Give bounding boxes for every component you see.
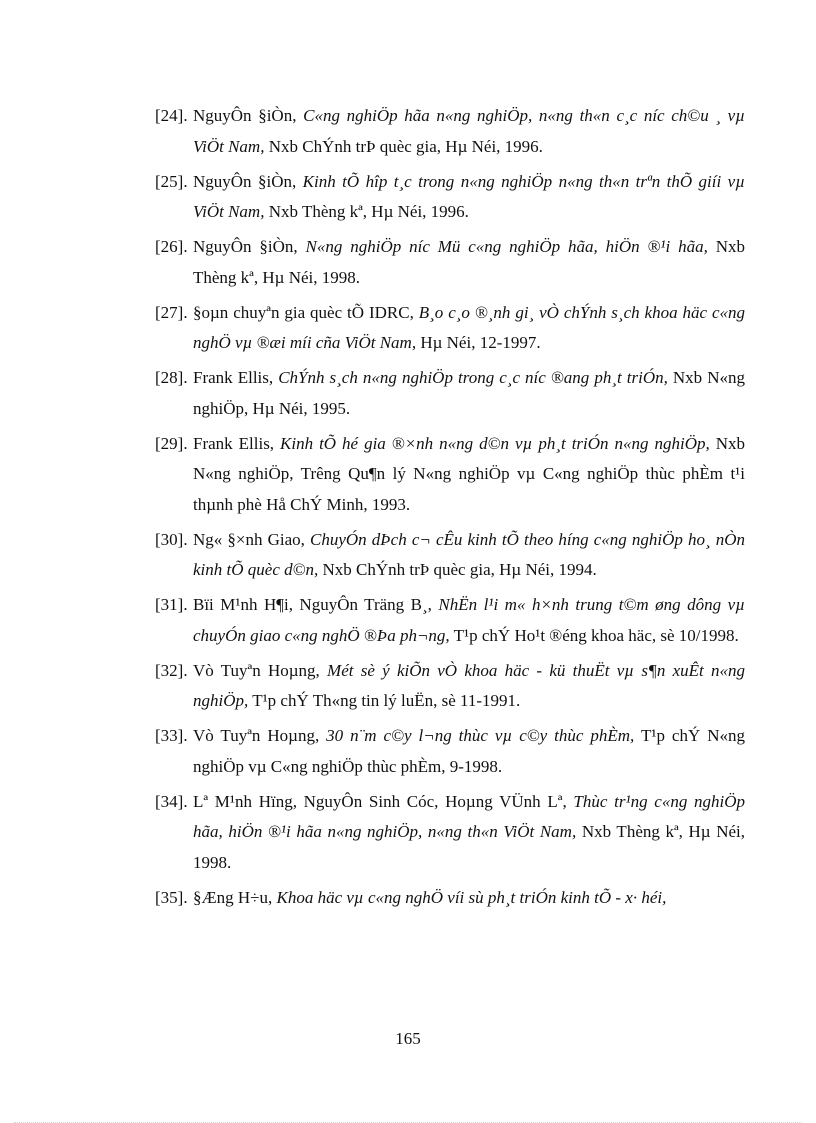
reference-author: §Æng H÷u, [193, 887, 273, 907]
reference-author: Frank Ellis, [193, 368, 274, 387]
reference-item [155, 525, 745, 586]
reference-author: Ng« §×nh Giao, [193, 529, 305, 549]
reference-number: [32]. [155, 660, 188, 680]
reference-title: Kinh tÕ hé gia ®×nh n«ng d©n vµ ph¸t triÓn n«ng nghiÖp, [280, 433, 710, 453]
reference-publisher: T¹p chÝ Ho¹t ®éng khoa häc, sè 10/1998. [453, 625, 739, 645]
reference-number: [33]. [155, 726, 188, 745]
reference-item [155, 721, 745, 782]
reference-number: [24]. [155, 106, 188, 125]
reference-title: N«ng nghiÖp níc Mü c«ng nghiÖp hãa, hiÖn ®¹i hãa, [305, 237, 708, 256]
reference-list [155, 101, 745, 918]
reference-title: Kinh tÕ hîp t¸c trong n«ng nghiÖp n«ng th«n trªn thÕ giíi vµ ViÖt Nam, [193, 171, 745, 221]
reference-item [155, 363, 745, 424]
reference-item [155, 167, 745, 228]
reference-item [155, 656, 745, 717]
reference-author: Lª M¹nh Hïng, NguyÔn Sinh Cóc, Hoµng VÜnh Lª, [193, 791, 567, 811]
reference-title: Khoa häc vµ c«ng nghÖ víi sù ph¸t triÓn kinh tÕ - x· héi, [276, 887, 667, 907]
reference-number: [30]. [155, 529, 188, 549]
reference-item [155, 101, 745, 162]
reference-number: [34]. [155, 791, 188, 811]
reference-title: Mét sè ý kiÕn vÒ khoa häc - kü thuËt vµ s¶n xuÊt n«ng nghiÖp, [193, 660, 745, 710]
reference-number: [28]. [155, 368, 188, 387]
reference-title: ChuyÓn dÞch c¬ cÊu kinh tÕ theo híng c«ng nghiÖp ho¸ nÒn kinh tÕ quèc d©n, [193, 529, 746, 579]
reference-author: NguyÔn §iÒn, [193, 237, 298, 256]
reference-author: Vò Tuyªn Hoµng, [193, 660, 320, 680]
reference-publisher: T¹p chÝ Th«ng tin lý luËn, sè 11-1991. [252, 691, 521, 710]
reference-number: [29]. [155, 433, 188, 453]
reference-title: B¸o c¸o ®¸nh gi¸ vÒ chÝnh s¸ch khoa häc c«ng nghÖ vµ ®æi míi cña ViÖt Nam, [193, 302, 746, 352]
reference-publisher: Nxb ChÝnh trÞ quèc gia, Hµ Néi, 1994. [322, 560, 597, 579]
reference-title: C«ng nghiÖp hãa n«ng nghiÖp, n«ng th«n c¸c níc ch©u ¸ vµ ViÖt Nam, [193, 106, 746, 156]
reference-number: [35]. [155, 887, 188, 907]
reference-publisher: Nxb Thèng kª, Hµ Néi, 1996. [268, 202, 469, 221]
reference-publisher: Hµ Néi, 12-1997. [420, 333, 541, 352]
reference-item [155, 787, 745, 879]
reference-item [155, 298, 745, 359]
reference-author: Frank Ellis, [193, 433, 275, 453]
reference-item [155, 883, 745, 914]
reference-author: NguyÔn §iÒn, [193, 106, 297, 125]
reference-item [155, 232, 745, 293]
reference-publisher: Nxb Thèng kª, Hµ Néi, 1998. [193, 822, 746, 872]
reference-publisher: Nxb N«ng nghiÖp, Trêng Qu¶n lý N«ng nghiÖp vµ C«ng nghiÖp thùc phÈm t¹i thµnh phè Hå ChÝ Minh, 1993. [193, 433, 746, 514]
reference-author: NguyÔn §iÒn, [193, 171, 297, 191]
page-number: 165 [395, 1029, 421, 1048]
reference-item [155, 429, 745, 521]
reference-author: Vò Tuyªn Hoµng, [193, 726, 320, 745]
reference-item [155, 590, 745, 651]
reference-title: ChÝnh s¸ch n«ng nghiÖp trong c¸c níc ®ang ph¸t triÓn, [278, 368, 668, 387]
reference-number: [31]. [155, 595, 188, 614]
reference-publisher: Nxb N«ng nghiÖp, Hµ Néi, 1995. [193, 368, 745, 418]
reference-number: [27]. [155, 302, 188, 322]
reference-number: [26]. [155, 237, 188, 256]
reference-title: NhËn l¹i m« h×nh trung t©m øng dông vµ chuyÓn giao c«ng nghÖ ®Þa ph¬ng, [193, 595, 745, 645]
reference-title: Thùc tr¹ng c«ng nghiÖp hãa, hiÖn ®¹i hãa n«ng nghiÖp, n«ng th«n ViÖt Nam, [193, 791, 746, 841]
reference-publisher: T¹p chÝ N«ng nghiÖp vµ C«ng nghiÖp thùc phÈm, 9-1998. [193, 726, 745, 776]
reference-title: 30 n¨m c©y l¬ng thùc vµ c©y thùc phÈm, [326, 726, 635, 745]
reference-number: [25]. [155, 171, 188, 191]
reference-publisher: Nxb ChÝnh trÞ quèc gia, Hµ Néi, 1996. [268, 136, 543, 156]
reference-publisher: Nxb Thèng kª, Hµ Néi, 1998. [193, 237, 746, 287]
reference-author: Bïi M¹nh H¶i, NguyÔn Träng B¸, [193, 595, 432, 614]
reference-author: §oµn chuyªn gia quèc tÕ IDRC, [193, 302, 414, 322]
